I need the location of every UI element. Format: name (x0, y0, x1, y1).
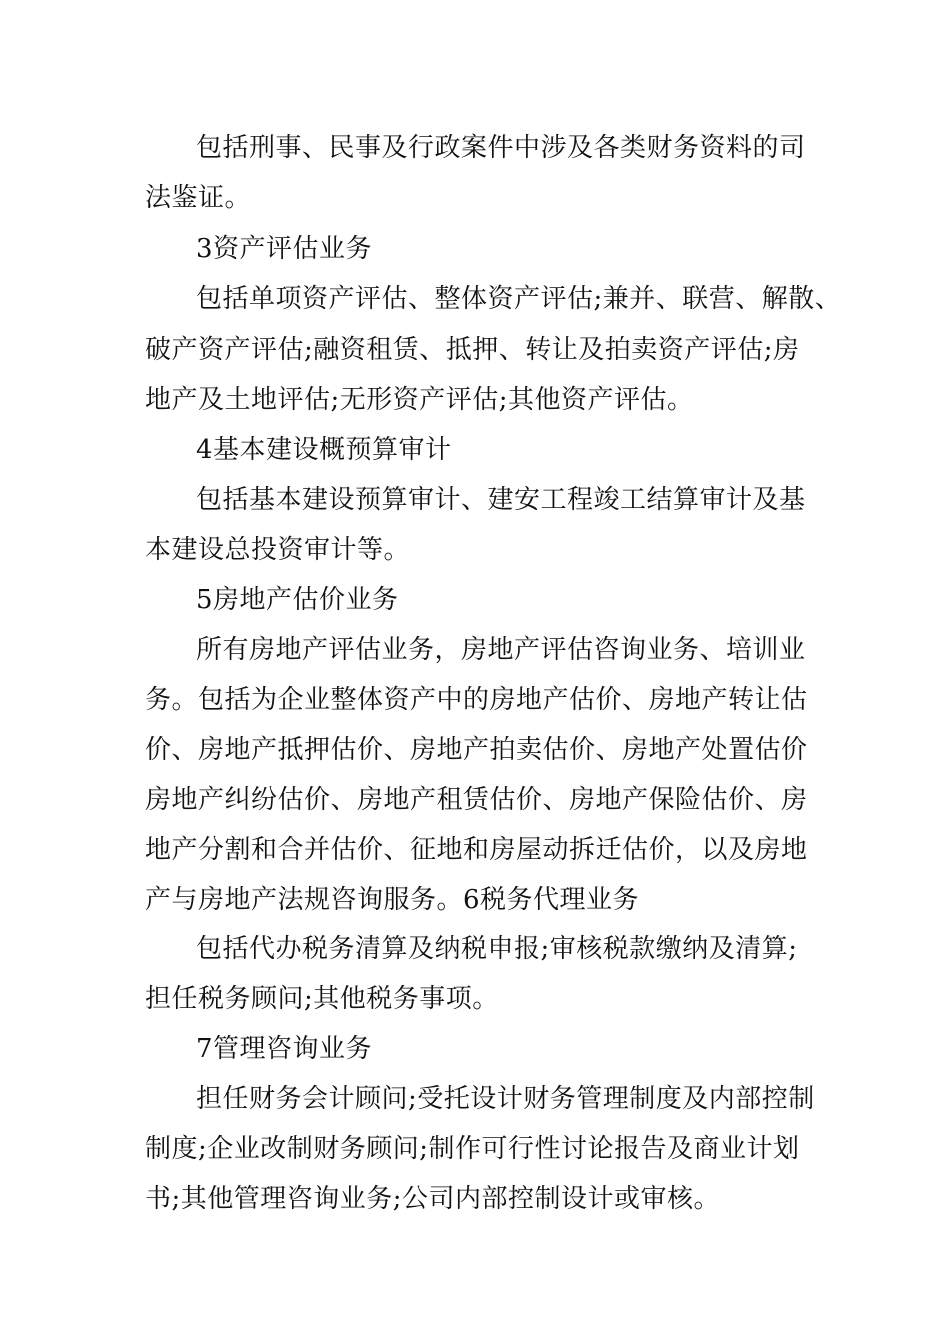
paragraph-line: 地产及土地评估;无形资产评估;其他资产评估。 (145, 385, 694, 415)
paragraph-line: 包括刑事、民事及行政案件中涉及各类财务资料的司 (196, 133, 806, 163)
section-heading: 5房地产估价业务 (196, 585, 399, 615)
paragraph-line: 书;其他管理咨询业务;公司内部控制设计或审核。 (145, 1184, 721, 1214)
section-heading: 4基本建设概预算审计 (196, 435, 452, 465)
paragraph-line: 担任税务顾问;其他税务事项。 (145, 984, 499, 1014)
section-heading: 3资产评估业务 (196, 234, 373, 264)
paragraph-line: 担任财务会计顾问;受托设计财务管理制度及内部控制 (196, 1084, 815, 1114)
paragraph-line: 本建设总投资审计等。 (145, 535, 411, 565)
section-heading: 7管理咨询业务 (196, 1034, 373, 1064)
paragraph-line: 包括代办税务清算及纳税申报;审核税款缴纳及清算; (196, 934, 798, 964)
paragraph-line: 价、房地产抵押估价、房地产拍卖估价、房地产处置估价 (145, 735, 808, 765)
paragraph-line: 地产分割和合并估价、征地和房屋动拆迁估价，以及房地 (145, 835, 808, 865)
paragraph-line: 产与房地产法规咨询服务。6税务代理业务 (145, 885, 640, 915)
paragraph-line: 破产资产评估;融资租赁、抵押、转让及拍卖资产评估;房 (145, 335, 800, 365)
paragraph-line: 制度;企业改制财务顾问;制作可行性讨论报告及商业计划 (145, 1134, 800, 1164)
paragraph-line: 务。包括为企业整体资产中的房地产估价、房地产转让估 (145, 685, 808, 715)
paragraph-line: 房地产纠纷估价、房地产租赁估价、房地产保险估价、房 (145, 785, 808, 815)
paragraph-line: 所有房地产评估业务，房地产评估咨询业务、培训业 (196, 635, 806, 665)
paragraph-line: 法鉴证。 (145, 183, 252, 213)
paragraph-line: 包括单项资产评估、整体资产评估;兼并、联营、解散、 (196, 284, 842, 314)
paragraph-line: 包括基本建设预算审计、建安工程竣工结算审计及基 (196, 485, 806, 515)
